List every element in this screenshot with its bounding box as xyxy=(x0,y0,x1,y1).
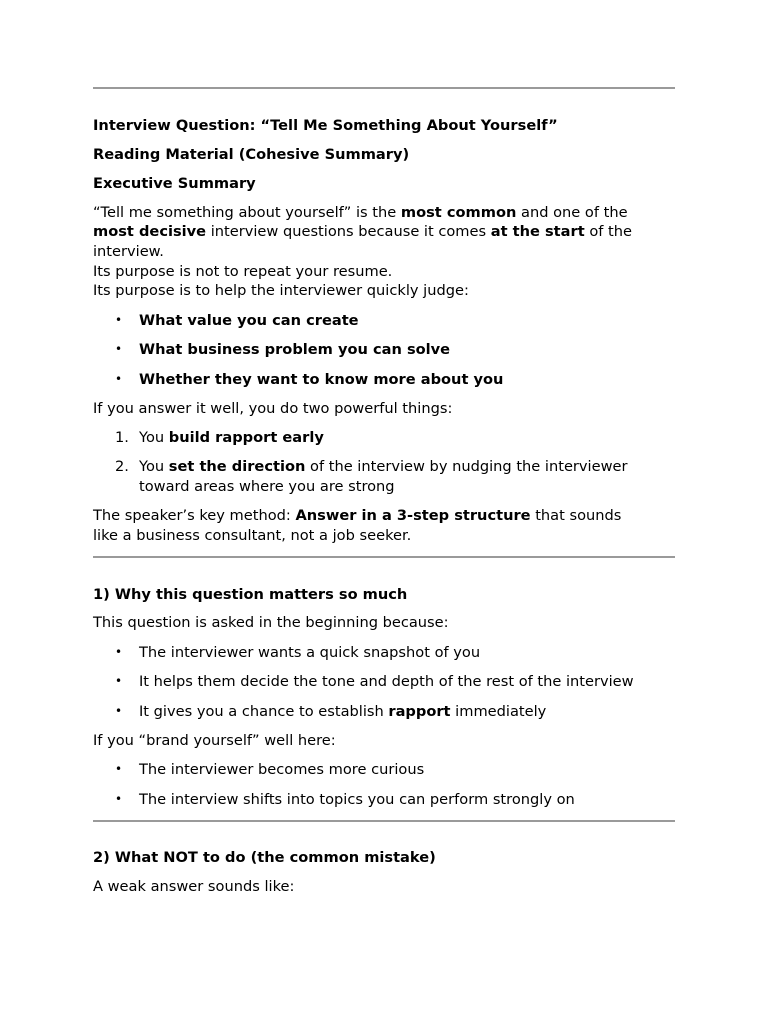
section-1-intro-2: If you “brand yourself” well here: xyxy=(93,732,336,749)
bullet-marker: • xyxy=(115,704,123,718)
exec-paragraph-line-2: most decisive interview questions because it comes at the start of the xyxy=(93,223,632,240)
numbered-item-1: You build rapport early xyxy=(139,429,324,446)
bullet-marker: • xyxy=(115,762,123,776)
bullet-marker: • xyxy=(115,645,123,659)
divider xyxy=(93,820,675,822)
exec-paragraph-purpose-2: Its purpose is to help the interviewer quickly judge: xyxy=(93,282,469,299)
list-item: It gives you a chance to establish rapport immediately xyxy=(139,703,547,720)
list-item: What value you can create xyxy=(139,312,359,329)
bullet-marker: • xyxy=(115,674,123,688)
exec-paragraph-line-3: interview. xyxy=(93,243,164,260)
list-number: 1. xyxy=(115,429,129,446)
bullet-marker: • xyxy=(115,342,123,356)
list-number: 2. xyxy=(115,458,129,475)
list-item: The interviewer becomes more curious xyxy=(139,761,425,778)
exec-paragraph-answer: If you answer it well, you do two powerful things: xyxy=(93,400,453,417)
list-item: The interviewer wants a quick snapshot of you xyxy=(139,644,481,661)
divider xyxy=(93,556,675,558)
divider xyxy=(93,87,675,89)
numbered-item-2: You set the direction of the interview by nudging the interviewer xyxy=(139,458,628,475)
section-1-heading: 1) Why this question matters so much xyxy=(93,586,408,603)
section-2-intro: A weak answer sounds like: xyxy=(93,878,295,895)
bullet-marker: • xyxy=(115,792,123,806)
list-item: The interview shifts into topics you can perform strongly on xyxy=(139,791,575,808)
list-item: It helps them decide the tone and depth of the rest of the interview xyxy=(139,673,634,690)
bullet-marker: • xyxy=(115,313,123,327)
executive-summary-heading: Executive Summary xyxy=(93,175,256,192)
key-method-line-1: The speaker’s key method: Answer in a 3-step structure that sounds xyxy=(93,507,622,524)
bullet-marker: • xyxy=(115,372,123,386)
document-subtitle: Reading Material (Cohesive Summary) xyxy=(93,146,410,163)
section-2-heading: 2) What NOT to do (the common mistake) xyxy=(93,849,436,866)
key-method-line-2: like a business consultant, not a job seeker. xyxy=(93,527,412,544)
list-item: What business problem you can solve xyxy=(139,341,451,358)
document-title: Interview Question: “Tell Me Something About Yourself” xyxy=(93,117,558,134)
exec-paragraph-purpose-1: Its purpose is not to repeat your resume. xyxy=(93,263,393,280)
exec-paragraph-line-1: “Tell me something about yourself” is the most common and one of the xyxy=(93,204,628,221)
section-1-intro: This question is asked in the beginning because: xyxy=(93,614,449,631)
list-item: Whether they want to know more about you xyxy=(139,371,504,388)
numbered-item-2-cont: toward areas where you are strong xyxy=(139,478,395,495)
